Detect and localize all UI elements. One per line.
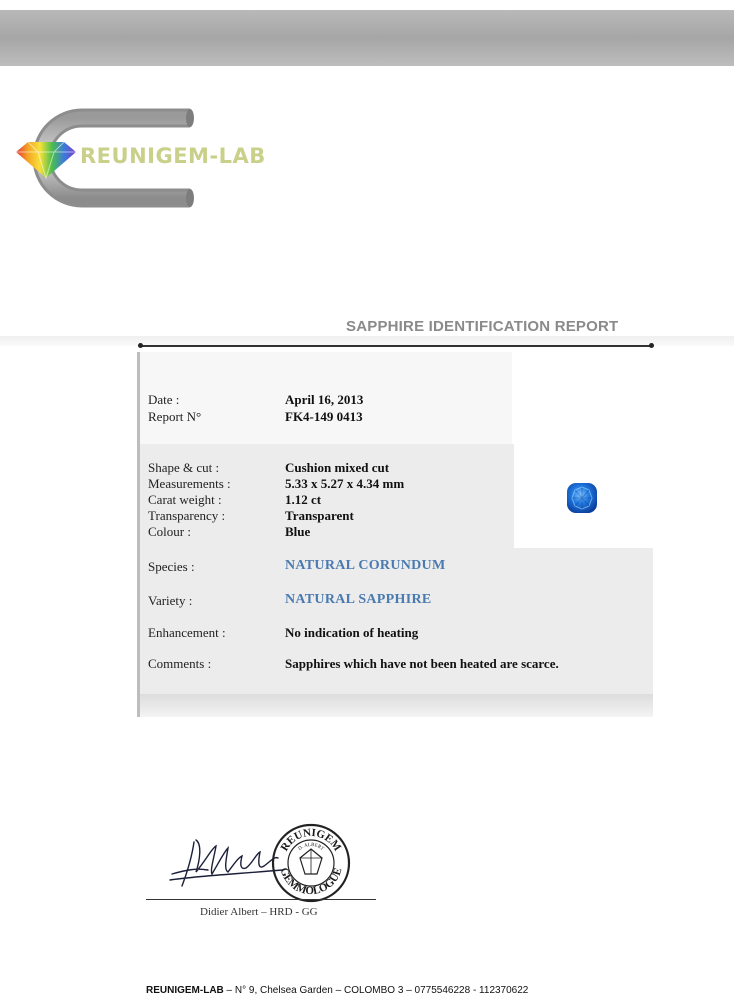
sapphire-photo	[565, 481, 599, 515]
report-no-label: Report N°	[148, 409, 202, 424]
gemmologist-stamp	[270, 822, 352, 904]
shape-cut-value: Cushion mixed cut	[285, 460, 390, 475]
signer-name: Didier Albert – HRD - GG	[200, 906, 318, 918]
variety-label: Variety :	[148, 593, 193, 608]
colour-value: Blue	[285, 524, 311, 539]
species-value: NATURAL CORUNDUM	[285, 558, 446, 573]
colour-label: Colour :	[148, 524, 191, 539]
enhancement-value: No indication of heating	[285, 625, 419, 640]
measurements-label: Measurements :	[148, 476, 231, 491]
enhancement-label: Enhancement :	[148, 625, 226, 640]
carat-weight-label: Carat weight :	[148, 492, 222, 507]
panel-left-edge	[137, 352, 140, 717]
date-label: Date :	[148, 392, 180, 407]
stamp-bottom-text: GEMMOLOGUE	[277, 866, 345, 898]
signature	[166, 830, 286, 892]
footer-city: COLOMBO 3	[343, 985, 404, 996]
stamp-middle-text: D. ALBERT	[297, 842, 325, 852]
stamp-top-text: REUNIGEM	[278, 826, 344, 854]
footer-address: – N° 9, Chelsea Garden –	[223, 985, 344, 996]
signature-line	[146, 899, 376, 900]
report-no-value: FK4-149 0413	[285, 409, 363, 424]
title-rule	[140, 345, 652, 347]
transparency-label: Transparency :	[148, 508, 226, 523]
footer	[146, 985, 528, 996]
report-title: SAPPHIRE IDENTIFICATION REPORT	[346, 318, 619, 335]
footer-company: REUNIGEM-LAB	[146, 985, 224, 996]
variety-value: NATURAL SAPPHIRE	[285, 592, 432, 607]
transparency-value: Transparent	[285, 508, 354, 523]
measurements-value: 5.33 x 5.27 x 4.34 mm	[285, 476, 405, 491]
panel-bottom-band	[139, 694, 653, 717]
footer-phones: – 0775546228 - 112370622	[403, 985, 529, 996]
top-scan-band	[0, 10, 734, 66]
carat-weight-value: 1.12 ct	[285, 492, 322, 507]
date-value: April 16, 2013	[285, 392, 364, 407]
shape-cut-label: Shape & cut :	[148, 460, 220, 475]
comments-value: Sapphires which have not been heated are scarce.	[285, 656, 559, 671]
logo-text: REUNIGEM-LAB	[80, 144, 266, 168]
species-label: Species :	[148, 559, 195, 574]
comments-label: Comments :	[148, 656, 212, 671]
